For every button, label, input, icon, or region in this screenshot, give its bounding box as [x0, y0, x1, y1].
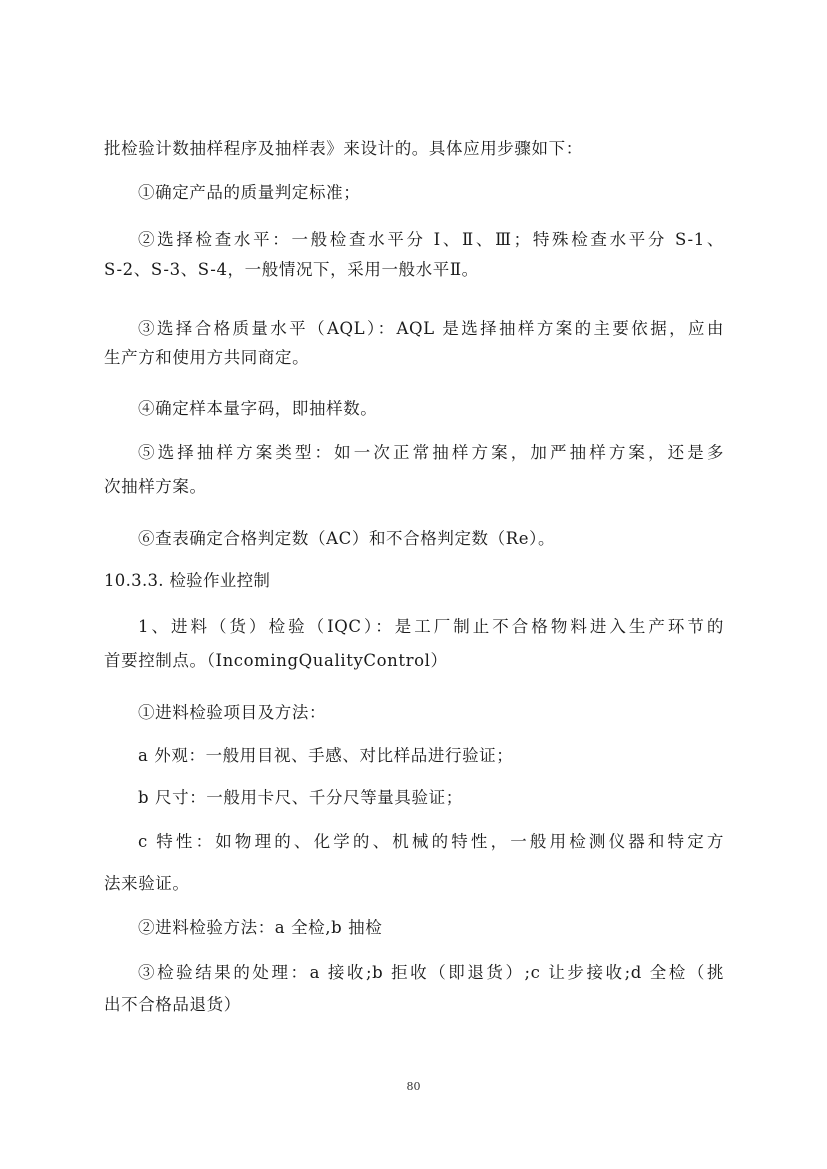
text-line-18: 法来验证。 [104, 874, 190, 893]
text-line-15: a 外观：一般用目视、手感、对比样品进行验证； [138, 746, 514, 765]
text-line-5: ③选择合格质量水平（AQL）：AQL 是选择抽样方案的主要依据，应由 [138, 319, 724, 338]
text-line-16: b 尺寸：一般用卡尺、千分尺等量具验证； [138, 788, 463, 807]
text-line-8: ⑤选择抽样方案类型：如一次正常抽样方案，加严抽样方案，还是多 [138, 443, 724, 462]
text-line-10: ⑥查表确定合格判定数（AC）和不合格判定数（Re）。 [138, 529, 556, 548]
text-line-6: 生产方和使用方共同商定。 [104, 348, 310, 367]
text-line-9: 次抽样方案。 [104, 477, 207, 496]
text-line-21: 出不合格品退货） [104, 995, 241, 1014]
text-line-17: c 特性：如物理的、化学的、机械的特性，一般用检测仪器和特定方 [138, 832, 724, 851]
text-line-12: 1、进料（货）检验（IQC）：是工厂制止不合格物料进入生产环节的 [138, 617, 724, 636]
text-line-2: ①确定产品的质量判定标准； [138, 183, 361, 202]
text-line-3: ②选择检查水平：一般检查水平分 Ⅰ、Ⅱ、Ⅲ；特殊检查水平分 S-1、 [138, 230, 724, 249]
text-line-20: ③检验结果的处理：a 接收;b 拒收（即退货）;c 让步接收;d 全检（挑 [138, 963, 724, 982]
text-line-14: ①进料检验项目及方法： [138, 703, 327, 722]
text-line-19: ②进料检验方法：a 全检,b 抽检 [138, 918, 383, 937]
text-line-13: 首要控制点。（IncomingQualityControl） [104, 651, 448, 670]
page-number: 80 [406, 1080, 421, 1093]
text-line-7: ④确定样本量字码，即抽样数。 [138, 399, 378, 418]
section-heading: 10.3.3. 检验作业控制 [104, 571, 271, 590]
text-line-4: S-2、S-3、S-4，一般情况下，采用一般水平Ⅱ。 [104, 260, 479, 279]
text-line-1: 批检验计数抽样程序及抽样表》来设计的。具体应用步骤如下： [104, 139, 583, 158]
